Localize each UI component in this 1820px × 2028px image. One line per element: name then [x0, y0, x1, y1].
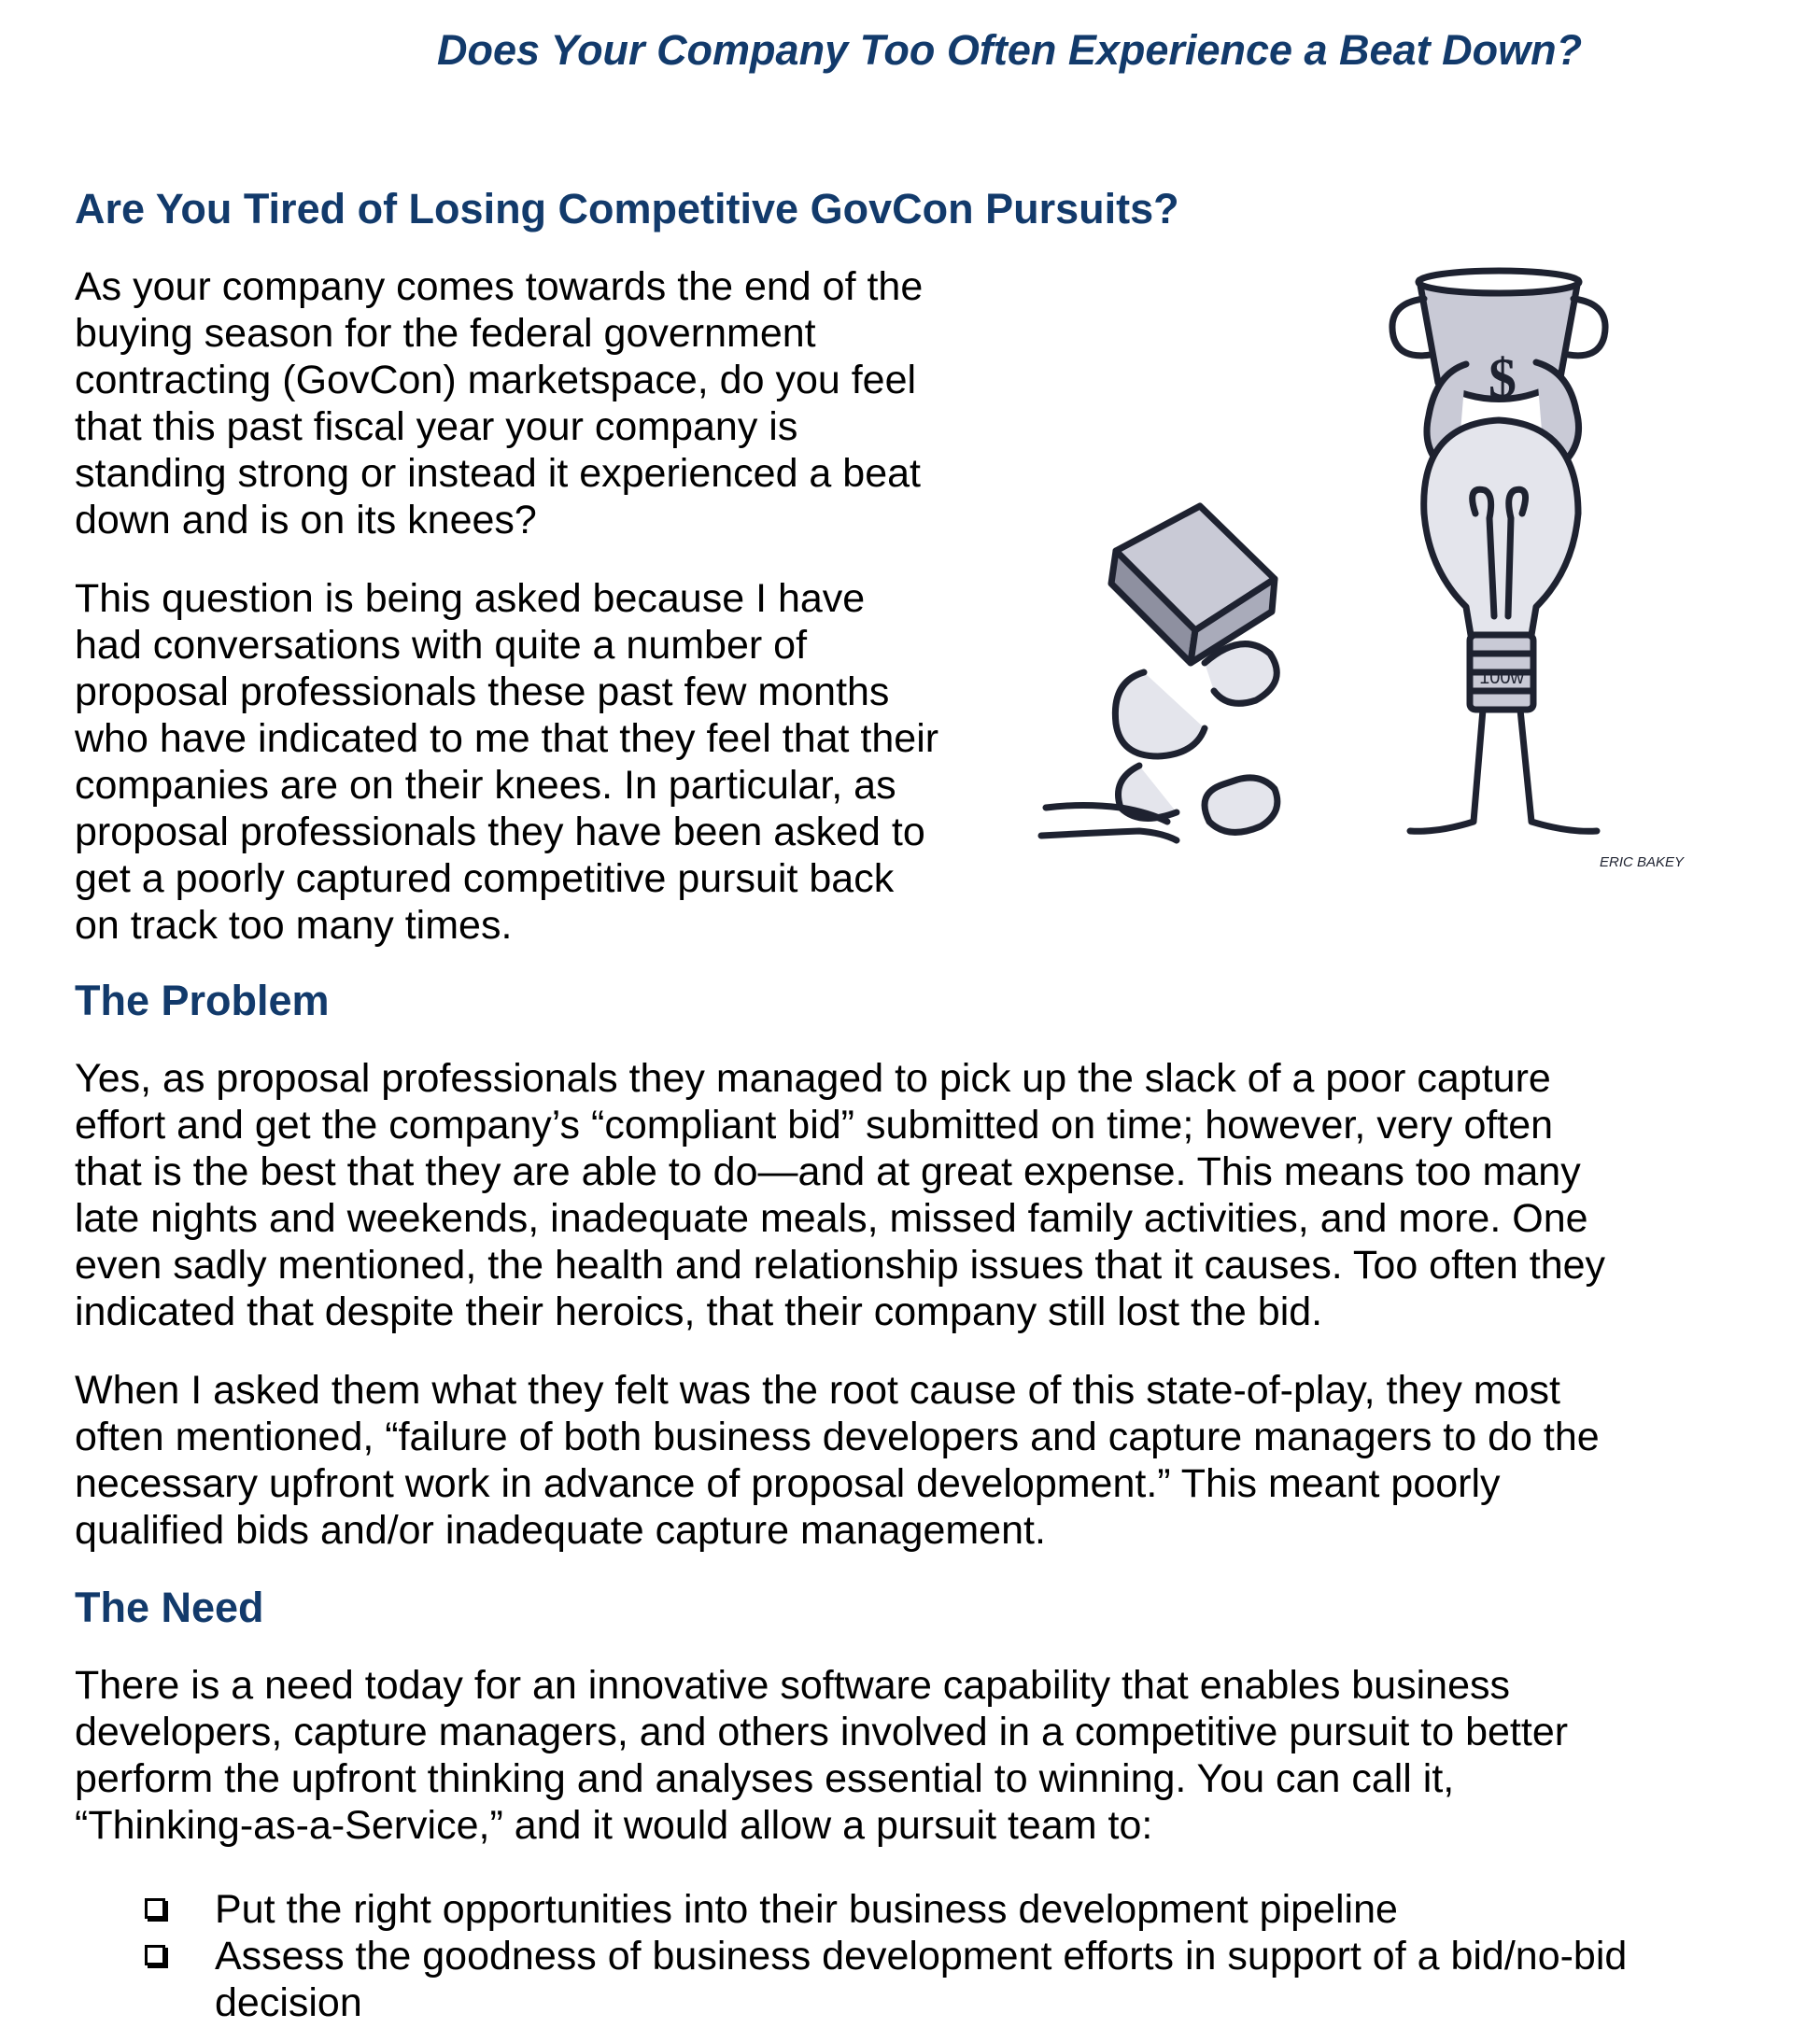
paragraph-line: down and is on its knees? [75, 498, 537, 542]
paragraph-line: There is a need today for an innovative software capability that enables business [75, 1663, 1510, 1708]
paragraph-line: perform the upfront thinking and analyses essential to winning. You can call it, [75, 1756, 1455, 1801]
paragraph-line: contracting (GovCon) marketspace, do you feel [75, 358, 917, 402]
paragraph-line: effort and get the company’s “compliant bid” submitted on time; however, very often [75, 1103, 1554, 1148]
paragraph-line: standing strong or instead it experienced a beat [75, 451, 921, 496]
paragraph-line: indicated that despite their heroics, that their company still lost the bid. [75, 1289, 1323, 1334]
list-item [145, 1933, 1627, 2026]
paragraph-line: that is the best that they are able to do—and at great expense. This means too many [75, 1149, 1581, 1194]
paragraph-line: on track too many times. [75, 903, 513, 948]
list-item-text: Assess the goodness of business development efforts in support of a bid/no-bid [215, 1934, 1628, 1979]
winner-loser-illustration [1027, 261, 1737, 878]
main-heading: Are You Tired of Losing Competitive GovCon Pursuits? [75, 185, 1179, 232]
paragraph-line: had conversations with quite a number of [75, 623, 808, 668]
checkbox-bullet-icon [145, 1898, 165, 1919]
paragraph-line: buying season for the federal government [75, 311, 816, 356]
list-item-text: Put the right opportunities into their business development pipeline [215, 1887, 1398, 1932]
paragraph-line: companies are on their knees. In particular, as [75, 763, 896, 808]
paragraph-line: necessary upfront work in advance of proposal development.” This meant poorly [75, 1461, 1501, 1506]
capability-list [145, 1886, 1627, 2026]
paragraph-line: As your company comes towards the end of the [75, 264, 924, 309]
need-paragraph [75, 1662, 1568, 1849]
paragraph-line: developers, capture managers, and others involved in a competitive pursuit to better [75, 1710, 1569, 1754]
intro-paragraph-2 [75, 575, 938, 949]
problem-paragraph-2 [75, 1367, 1600, 1554]
bulb-label: 100w [1479, 668, 1524, 688]
paragraph-line: that this past fiscal year your company is [75, 404, 798, 449]
paragraph-line: even sadly mentioned, the health and relationship issues that it causes. Too often they [75, 1243, 1606, 1288]
need-heading: The Need [75, 1584, 264, 1631]
paragraph-line: get a poorly captured competitive pursuit back [75, 856, 895, 901]
paragraph-line: When I asked them what they felt was the root cause of this state-of-play, they most [75, 1368, 1560, 1413]
list-item [145, 1886, 1627, 1933]
kneeling-figure [1041, 506, 1277, 840]
dollar-sign-icon: $ [1488, 347, 1517, 409]
page-title: Does Your Company Too Often Experience a Beat Down? [437, 26, 1583, 74]
paragraph-line: This question is being asked because I have [75, 576, 866, 621]
paragraph-line: qualified bids and/or inadequate capture management. [75, 1508, 1046, 1553]
paragraph-line: Yes, as proposal professionals they managed to pick up the slack of a poor capture [75, 1056, 1551, 1101]
checkbox-bullet-icon [145, 1945, 165, 1965]
problem-paragraph-1 [75, 1055, 1605, 1335]
list-item-text: decision [215, 1980, 362, 2025]
paragraph-line: proposal professionals they have been asked to [75, 810, 925, 854]
paragraph-line: proposal professionals these past few months [75, 669, 890, 714]
problem-heading: The Problem [75, 977, 330, 1024]
paragraph-line: late nights and weekends, inadequate meals, missed family activities, and more. One [75, 1196, 1588, 1241]
paragraph-line: often mentioned, “failure of both business developers and capture managers to do the [75, 1415, 1600, 1459]
artist-signature: ERIC BAKEY [1599, 854, 1685, 870]
intro-paragraph-1 [75, 263, 923, 543]
paragraph-line: “Thinking-as-a-Service,” and it would allow a pursuit team to: [75, 1803, 1153, 1848]
paragraph-line: who have indicated to me that they feel that their [75, 716, 939, 761]
